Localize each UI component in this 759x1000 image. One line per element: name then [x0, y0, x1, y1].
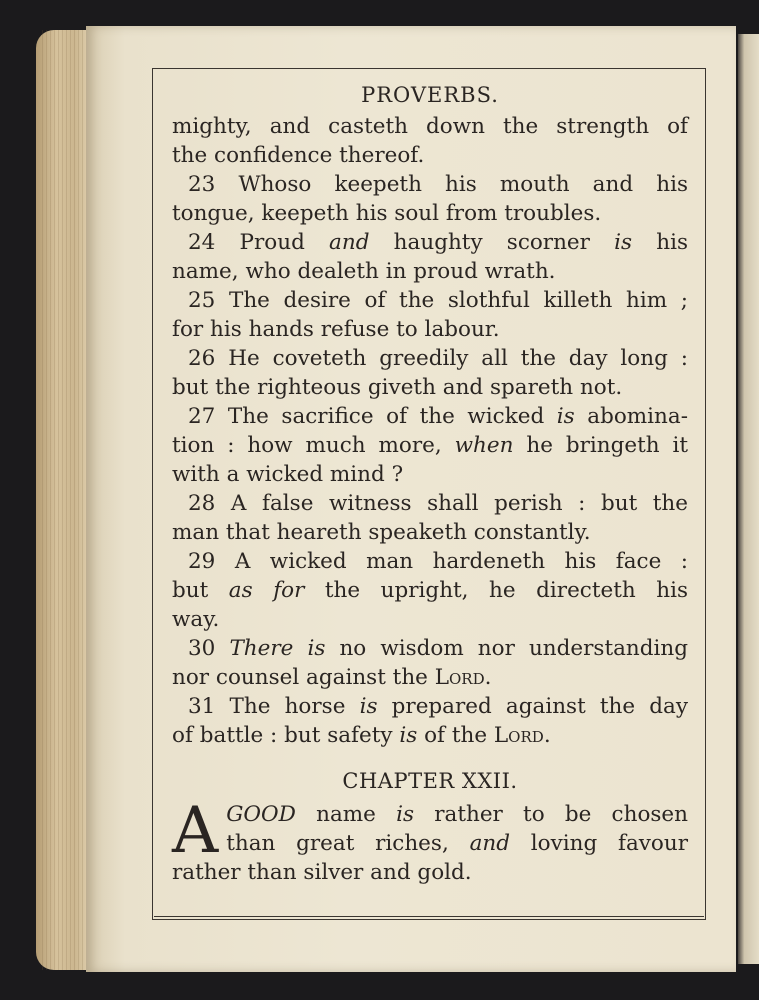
- verse-line: [172, 170, 688, 199]
- text-run: is: [396, 802, 415, 827]
- text-run: There is: [229, 636, 326, 661]
- text-run: haughty scorner: [369, 230, 615, 255]
- text-run: and: [329, 230, 370, 255]
- verse-line: [172, 634, 688, 663]
- text-run: way.: [172, 607, 220, 632]
- verse-line: [172, 547, 688, 576]
- verse-line: [172, 721, 688, 750]
- chapter-opening: [172, 794, 688, 887]
- verse-line: [172, 373, 688, 402]
- drop-cap: A: [172, 794, 219, 868]
- text-run: is: [614, 230, 633, 255]
- text-run: rather to be chosen: [414, 802, 688, 827]
- verse-line: [172, 576, 688, 605]
- text-run: Lord: [434, 665, 485, 690]
- chapter-line: [172, 858, 688, 887]
- text-run: the confidence thereof.: [172, 143, 425, 168]
- text-run: is: [399, 723, 418, 748]
- text-run: of the: [417, 723, 494, 748]
- text-run: and: [469, 831, 510, 856]
- verse-line: [172, 460, 688, 489]
- chapter-line: [172, 800, 688, 829]
- text-run: of battle : but safety: [172, 723, 400, 748]
- chapter-line: [172, 829, 688, 858]
- text-run: .: [484, 665, 492, 690]
- text-run: than great riches,: [226, 831, 470, 856]
- verse-line: [172, 605, 688, 634]
- text-run: is: [359, 694, 378, 719]
- text-run: abomina-: [574, 404, 688, 429]
- text-run: no wisdom nor understanding: [325, 636, 688, 661]
- text-run: GOOD: [226, 802, 296, 827]
- text-run: tongue, keepeth his soul from troubles.: [172, 201, 602, 226]
- text-run: 27 The sacrifice of the wicked: [188, 404, 557, 429]
- verse-line: [172, 228, 688, 257]
- text-run: as for: [228, 578, 305, 603]
- text-run: 24 Proud: [188, 230, 330, 255]
- verse-line: [172, 286, 688, 315]
- text-run: his: [632, 230, 688, 255]
- text-run: but: [172, 578, 229, 603]
- verse-line: [172, 141, 688, 170]
- text-run: for his hands refuse to labour.: [172, 317, 500, 342]
- verse-line: [172, 663, 688, 692]
- text-run: when: [454, 433, 514, 458]
- text-run: is: [556, 404, 575, 429]
- running-head: PROVERBS.: [361, 83, 499, 107]
- text-run: name, who dealeth in proud wrath.: [172, 259, 556, 284]
- text-run: with a wicked mind ?: [172, 462, 404, 487]
- verse-line: [172, 402, 688, 431]
- text-run: 26 He coveteth greedily all the day long :: [188, 346, 688, 371]
- verse-lines: [172, 112, 688, 750]
- text-run: loving favour: [510, 831, 688, 856]
- text-run: 23 Whoso keepeth his mouth and his: [188, 172, 688, 197]
- text-run: .: [543, 723, 551, 748]
- text-run: 28 A false witness shall perish : but the: [188, 491, 688, 516]
- text-run: 30: [188, 636, 230, 661]
- text-run: nor counsel against the: [172, 665, 435, 690]
- text-run: he bringeth it: [513, 433, 688, 458]
- text-run: mighty, and casteth down the strength of: [172, 114, 688, 139]
- chapter-verse-lines: [172, 794, 688, 887]
- text-run: 29 A wicked man hardeneth his face :: [188, 549, 688, 574]
- text-run: prepared against the day: [377, 694, 688, 719]
- text-run: rather than silver and gold.: [172, 860, 472, 885]
- verse-line: [172, 489, 688, 518]
- text-run: Lord: [493, 723, 544, 748]
- verse-line: [172, 431, 688, 460]
- text-run: 25 The desire of the slothful killeth him ;: [188, 288, 688, 313]
- verse-line: [172, 199, 688, 228]
- chapter-heading: CHAPTER XXII.: [342, 769, 518, 793]
- verse-line: [172, 112, 688, 141]
- facing-page-edge: [738, 34, 759, 964]
- text-run: tion : how much more,: [172, 433, 455, 458]
- text-run: but the righteous giveth and spareth not.: [172, 375, 623, 400]
- verse-line: [172, 315, 688, 344]
- verse-line: [172, 257, 688, 286]
- verse-line: [172, 344, 688, 373]
- verse-line: [172, 692, 688, 721]
- text-run: name: [295, 802, 397, 827]
- page-text: [172, 78, 688, 887]
- text-run: 31 The horse: [188, 694, 360, 719]
- text-run: man that heareth speaketh constantly.: [172, 520, 591, 545]
- text-run: the upright, he directeth his: [304, 578, 688, 603]
- verse-line: [172, 518, 688, 547]
